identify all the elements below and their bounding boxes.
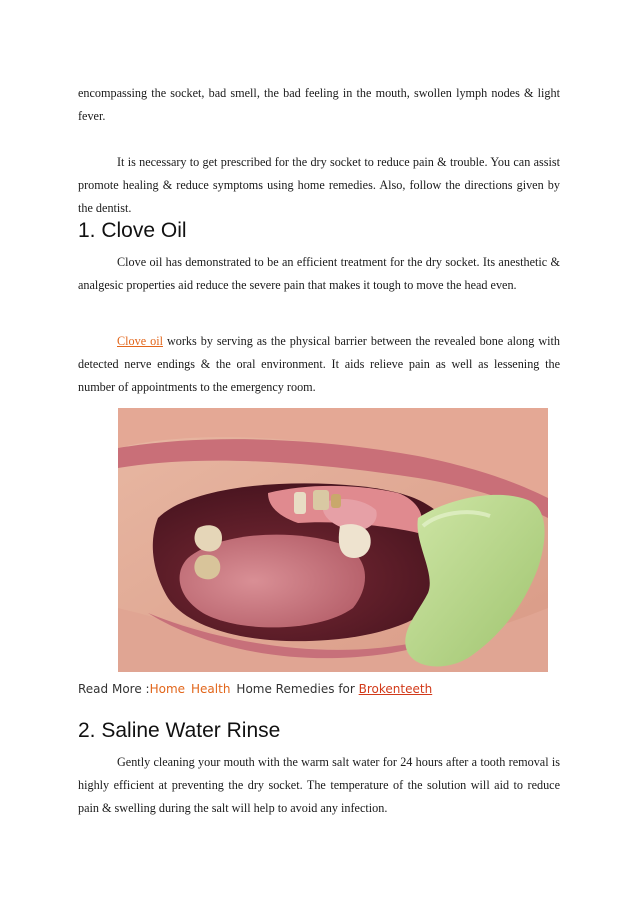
clove-oil-paragraph-1: Clove oil has demonstrated to be an efficient treatment for the dry socket. Its anesthetic & analgesic properties aid reduce the severe pain that makes it tough to move the head even.	[78, 255, 560, 292]
clove-oil-link[interactable]: Clove oil	[117, 334, 163, 348]
intro-paragraph-2: It is necessary to get prescribed for the dry socket to reduce pain & trouble. You can assist promote healing & reduce symptoms using home remedies. Also, follow the directions given by the dentist.	[78, 155, 560, 215]
clove-oil-paragraph-2	[78, 330, 560, 399]
saline-rinse-paragraph-1: Gently cleaning your mouth with the warm salt water for 24 hours after a tooth removal is highly efficient at preventing the dry socket. The temperature of the solution will aid to reduce pain & swelling during the salt will help to avoid any infection.	[78, 755, 560, 815]
read-more-home-link[interactable]: Home	[149, 682, 186, 696]
read-more-prefix: Read More :	[78, 682, 150, 696]
intro-paragraph-1: encompassing the socket, bad smell, the bad feeling in the mouth, swollen lymph nodes & light fever.	[78, 86, 560, 123]
clove-oil-paragraph-2-text: works by serving as the physical barrier between the revealed bone along with detected nerve endings & the oral environment. It aids relieve pain as well as lessening the number of appointments to the emergency room.	[78, 334, 560, 394]
read-more-bar	[78, 680, 432, 698]
read-more-health-link[interactable]: Health	[191, 682, 231, 696]
read-more-brokenteeth-link[interactable]: Brokenteeth	[358, 682, 433, 696]
section-heading-clove-oil: 1. Clove Oil	[78, 219, 187, 242]
section-heading-saline-rinse: 2. Saline Water Rinse	[78, 719, 281, 742]
read-more-middle-text: Home Remedies for	[236, 682, 359, 696]
dry-socket-mouth-photo	[118, 408, 548, 672]
